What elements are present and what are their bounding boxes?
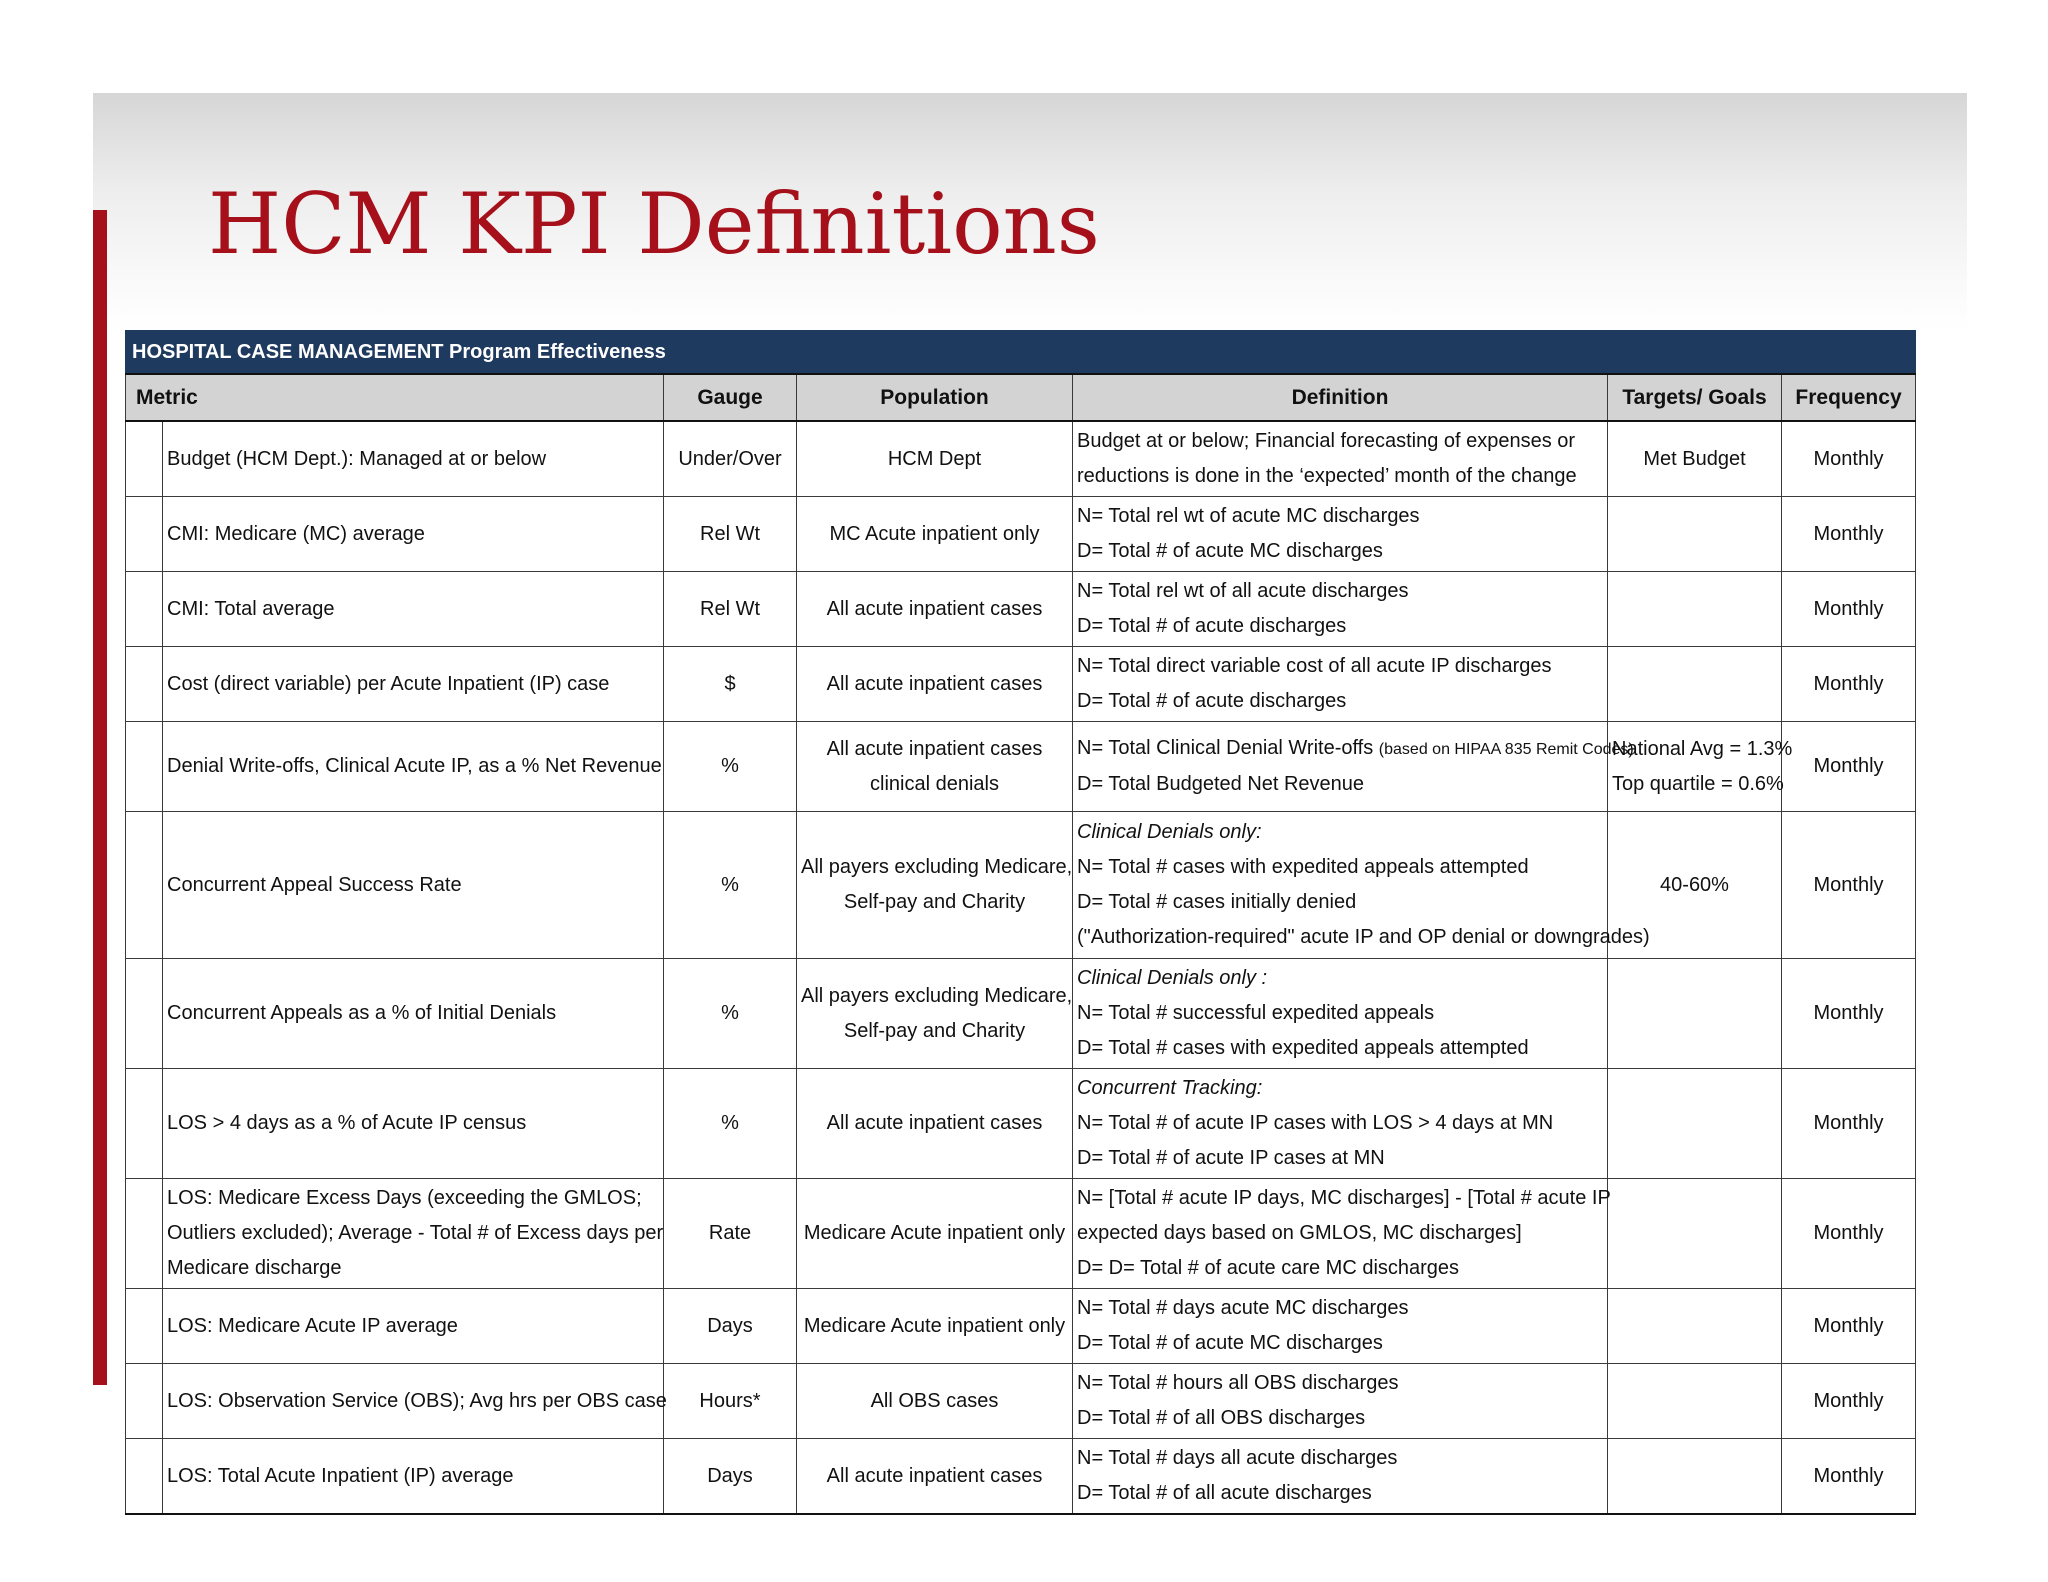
definition-cell bbox=[1073, 1179, 1611, 1289]
metric-cell-line: Concurrent Appeal Success Rate bbox=[167, 873, 462, 896]
gauge-cell: % bbox=[664, 1069, 797, 1179]
metric-cell-line: Budget (HCM Dept.): Managed at or below bbox=[167, 447, 547, 470]
row-index-cell bbox=[126, 959, 163, 1069]
frequency-cell: Monthly bbox=[1782, 497, 1916, 572]
population-cell-line: All acute inpatient cases bbox=[826, 672, 1043, 695]
slide-title: HCM KPI Definitions bbox=[208, 175, 1100, 273]
row-index-cell bbox=[126, 1179, 163, 1289]
population-cell-line: Self-pay and Charity bbox=[843, 1019, 1026, 1042]
gauge-cell: % bbox=[664, 812, 797, 959]
definition-cell bbox=[1073, 959, 1608, 1069]
table-row bbox=[126, 1289, 1916, 1364]
definition-cell-line: expected days based on GMLOS, MC discharges] bbox=[1077, 1222, 1522, 1244]
row-index-cell bbox=[126, 1069, 163, 1179]
table-banner-row bbox=[126, 331, 1916, 375]
population-cell-line: All acute inpatient cases bbox=[826, 1464, 1043, 1487]
population-cell bbox=[797, 647, 1073, 722]
definition-small-note: (based on HIPAA 835 Remit Codes) bbox=[1378, 741, 1634, 758]
definition-cell bbox=[1073, 722, 1634, 812]
population-cell-line: All payers excluding Medicare, bbox=[801, 856, 1073, 878]
definition-cell-line: N= Total # hours all OBS discharges bbox=[1077, 1372, 1399, 1394]
population-cell bbox=[797, 421, 1073, 497]
row-index-cell bbox=[126, 572, 163, 647]
header-targets-goals: Targets/ Goals bbox=[1608, 374, 1782, 421]
targets-cell-line: Met Budget bbox=[1643, 447, 1746, 470]
definition-cell-line: N= Total # cases with expedited appeals attempted bbox=[1077, 856, 1529, 878]
population-cell-line: Self-pay and Charity bbox=[843, 891, 1026, 913]
row-index-cell bbox=[126, 1289, 163, 1364]
metric-cell bbox=[163, 812, 664, 959]
header-frequency: Frequency bbox=[1782, 374, 1916, 421]
metric-cell bbox=[163, 959, 664, 1069]
population-cell bbox=[797, 572, 1073, 647]
definition-cell-line: reductions is done in the ‘expected’ month of the change bbox=[1077, 465, 1577, 487]
gauge-cell: % bbox=[664, 959, 797, 1069]
table-banner-bold: HOSPITAL CASE MANAGEMENT bbox=[132, 340, 444, 363]
gauge-cell: Under/Over bbox=[664, 421, 797, 497]
metric-cell bbox=[163, 1289, 664, 1364]
definition-cell bbox=[1073, 647, 1608, 722]
population-cell bbox=[797, 1179, 1073, 1289]
population-cell bbox=[797, 1069, 1073, 1179]
metric-cell bbox=[163, 647, 664, 722]
metric-cell bbox=[163, 1179, 664, 1289]
definition-cell-line: D= Total # of acute IP cases at MN bbox=[1077, 1147, 1385, 1169]
metric-cell-line: Medicare discharge bbox=[167, 1257, 342, 1279]
definition-cell-line: N= Total direct variable cost of all acute IP discharges bbox=[1077, 655, 1552, 677]
metric-cell-line: Cost (direct variable) per Acute Inpatient (IP) case bbox=[167, 672, 610, 695]
population-cell bbox=[797, 722, 1073, 812]
population-cell-line: All acute inpatient cases bbox=[826, 597, 1043, 620]
metric-cell-line: LOS: Observation Service (OBS); Avg hrs per OBS case bbox=[167, 1389, 667, 1412]
definition-cell-line: D= Total # cases initially denied bbox=[1077, 891, 1357, 913]
targets-cell bbox=[1608, 1179, 1782, 1289]
frequency-cell: Monthly bbox=[1782, 959, 1916, 1069]
targets-cell-line: Top quartile = 0.6% bbox=[1612, 772, 1784, 795]
definition-cell bbox=[1073, 421, 1608, 497]
targets-cell bbox=[1608, 1289, 1782, 1364]
table-row bbox=[126, 959, 1916, 1069]
definition-cell-line: D= Total # of all acute discharges bbox=[1077, 1482, 1372, 1504]
table-row bbox=[126, 647, 1916, 722]
metric-cell bbox=[163, 1069, 664, 1179]
table-banner bbox=[126, 331, 1916, 375]
targets-cell bbox=[1608, 572, 1782, 647]
metric-cell bbox=[163, 1364, 667, 1439]
definition-cell-line: N= Total # days acute MC discharges bbox=[1077, 1297, 1409, 1319]
definition-cell-line: Budget at or below; Financial forecasting of expenses or bbox=[1077, 430, 1576, 452]
table-row bbox=[126, 1439, 1916, 1515]
population-cell-line: All OBS cases bbox=[870, 1389, 999, 1412]
targets-cell-line: National Avg = 1.3% bbox=[1612, 737, 1793, 760]
table-header-row bbox=[126, 374, 1916, 421]
metric-cell-line: LOS: Medicare Acute IP average bbox=[167, 1314, 458, 1337]
metric-cell-line: Outliers excluded); Average - Total # of Excess days per bbox=[167, 1222, 664, 1244]
row-index-cell bbox=[126, 497, 163, 572]
gauge-cell: Rel Wt bbox=[664, 497, 797, 572]
population-cell-line: Medicare Acute inpatient only bbox=[803, 1314, 1066, 1337]
population-cell bbox=[797, 1439, 1073, 1515]
population-cell-line: MC Acute inpatient only bbox=[829, 522, 1040, 545]
gauge-cell: Rate bbox=[664, 1179, 797, 1289]
row-index-cell bbox=[126, 421, 163, 497]
population-cell-line: clinical denials bbox=[870, 772, 999, 795]
gauge-cell: % bbox=[664, 722, 797, 812]
header-metric: Metric bbox=[126, 374, 664, 421]
definition-cell-line bbox=[1077, 731, 1634, 767]
table-row bbox=[126, 1069, 1916, 1179]
row-index-cell bbox=[126, 1364, 163, 1439]
header-population: Population bbox=[797, 374, 1073, 421]
targets-cell bbox=[1608, 421, 1782, 497]
metric-cell-line: CMI: Total average bbox=[167, 597, 335, 620]
frequency-cell: Monthly bbox=[1782, 812, 1916, 959]
targets-cell bbox=[1608, 647, 1782, 722]
gauge-cell: Days bbox=[664, 1439, 797, 1515]
definition-cell bbox=[1073, 497, 1608, 572]
definition-italic-heading: Clinical Denials only : bbox=[1077, 967, 1268, 989]
table-row bbox=[126, 572, 1916, 647]
frequency-cell: Monthly bbox=[1782, 421, 1916, 497]
metric-cell-line: CMI: Medicare (MC) average bbox=[167, 522, 425, 545]
definition-cell-line: N= Total rel wt of acute MC discharges bbox=[1077, 505, 1420, 527]
population-cell-line: All acute inpatient cases bbox=[826, 737, 1043, 760]
kpi-definitions-table bbox=[125, 330, 1916, 1515]
definition-cell bbox=[1073, 1069, 1608, 1179]
definition-cell bbox=[1073, 572, 1608, 647]
frequency-cell: Monthly bbox=[1782, 1439, 1916, 1515]
definition-cell-line: D= Total # of acute discharges bbox=[1077, 615, 1347, 637]
definition-cell-line: N= Total rel wt of all acute discharges bbox=[1077, 580, 1409, 602]
definition-cell bbox=[1073, 1364, 1608, 1439]
gauge-cell: $ bbox=[664, 647, 797, 722]
definition-cell bbox=[1073, 1289, 1608, 1364]
definition-italic-heading: Concurrent Tracking: bbox=[1077, 1077, 1263, 1099]
definition-cell-line: N= Total # of acute IP cases with LOS > 4 days at MN bbox=[1077, 1112, 1554, 1134]
header-definition: Definition bbox=[1073, 374, 1608, 421]
definition-main-text: N= Total Clinical Denial Write-offs bbox=[1077, 737, 1379, 759]
metric-cell-line: LOS > 4 days as a % of Acute IP census bbox=[167, 1112, 527, 1134]
table-row bbox=[126, 1364, 1916, 1439]
population-cell-line: HCM Dept bbox=[887, 447, 982, 470]
definition-cell-line: D= Total # of acute MC discharges bbox=[1077, 540, 1383, 562]
definition-cell-line: D= Total Budgeted Net Revenue bbox=[1077, 773, 1365, 795]
slide-accent-bar bbox=[93, 210, 107, 1385]
definition-cell-line: D= Total # of acute discharges bbox=[1077, 690, 1347, 712]
metric-cell-line: Denial Write-offs, Clinical Acute IP, as a % Net Revenue bbox=[167, 755, 662, 777]
row-index-cell bbox=[126, 1439, 163, 1515]
table-body bbox=[126, 421, 1916, 1514]
metric-cell bbox=[163, 497, 664, 572]
header-gauge: Gauge bbox=[664, 374, 797, 421]
frequency-cell: Monthly bbox=[1782, 722, 1916, 812]
metric-cell bbox=[163, 1439, 664, 1515]
population-cell bbox=[797, 1289, 1073, 1364]
frequency-cell: Monthly bbox=[1782, 572, 1916, 647]
definition-cell-line: ("Authorization-required" acute IP and OP denial or downgrades) bbox=[1077, 926, 1650, 948]
metric-cell bbox=[163, 572, 664, 647]
population-cell bbox=[797, 1364, 1073, 1439]
metric-cell bbox=[163, 722, 664, 812]
metric-cell-line: Concurrent Appeals as a % of Initial Denials bbox=[167, 1002, 557, 1024]
table-row bbox=[126, 497, 1916, 572]
gauge-cell: Rel Wt bbox=[664, 572, 797, 647]
targets-cell bbox=[1608, 959, 1782, 1069]
metric-cell-line: LOS: Medicare Excess Days (exceeding the GMLOS; bbox=[167, 1187, 642, 1209]
table-row bbox=[126, 812, 1916, 959]
targets-cell bbox=[1608, 1069, 1782, 1179]
gauge-cell: Days bbox=[664, 1289, 797, 1364]
row-index-cell bbox=[126, 647, 163, 722]
definition-cell-line: D= Total # of acute MC discharges bbox=[1077, 1332, 1383, 1354]
table-row bbox=[126, 722, 1916, 812]
definition-cell-line: D= Total # cases with expedited appeals attempted bbox=[1077, 1037, 1529, 1059]
targets-cell bbox=[1608, 497, 1782, 572]
definition-italic-heading: Clinical Denials only: bbox=[1077, 821, 1262, 843]
population-cell-line: Medicare Acute inpatient only bbox=[803, 1222, 1066, 1244]
population-cell bbox=[797, 812, 1073, 959]
metric-cell-line: LOS: Total Acute Inpatient (IP) average bbox=[167, 1464, 514, 1487]
table-banner-rest: Program Effectiveness bbox=[443, 340, 666, 363]
population-cell-line: All acute inpatient cases bbox=[826, 1112, 1043, 1134]
population-cell bbox=[797, 497, 1073, 572]
definition-cell bbox=[1073, 812, 1650, 959]
targets-cell bbox=[1608, 722, 1793, 812]
definition-cell-line: D= Total # of all OBS discharges bbox=[1077, 1407, 1366, 1429]
frequency-cell: Monthly bbox=[1782, 647, 1916, 722]
frequency-cell: Monthly bbox=[1782, 1364, 1916, 1439]
definition-cell-line: N= [Total # acute IP days, MC discharges] - [Total # acute IP bbox=[1077, 1187, 1611, 1209]
targets-cell bbox=[1608, 1439, 1782, 1515]
frequency-cell: Monthly bbox=[1782, 1179, 1916, 1289]
metric-cell bbox=[163, 421, 664, 497]
definition-cell-line: N= Total # successful expedited appeals bbox=[1077, 1002, 1435, 1024]
table-row bbox=[126, 421, 1916, 497]
targets-cell bbox=[1608, 1364, 1782, 1439]
population-cell-line: All payers excluding Medicare, bbox=[801, 984, 1073, 1007]
row-index-cell bbox=[126, 722, 163, 812]
population-cell bbox=[797, 959, 1073, 1069]
frequency-cell: Monthly bbox=[1782, 1289, 1916, 1364]
definition-cell-line: D= D= Total # of acute care MC discharges bbox=[1077, 1257, 1460, 1279]
gauge-cell: Hours* bbox=[664, 1364, 797, 1439]
definition-cell-line: N= Total # days all acute discharges bbox=[1077, 1447, 1398, 1469]
table-row bbox=[126, 1179, 1916, 1289]
row-index-cell bbox=[126, 812, 163, 959]
frequency-cell: Monthly bbox=[1782, 1069, 1916, 1179]
targets-cell-line: 40-60% bbox=[1660, 873, 1729, 896]
definition-cell bbox=[1073, 1439, 1608, 1515]
